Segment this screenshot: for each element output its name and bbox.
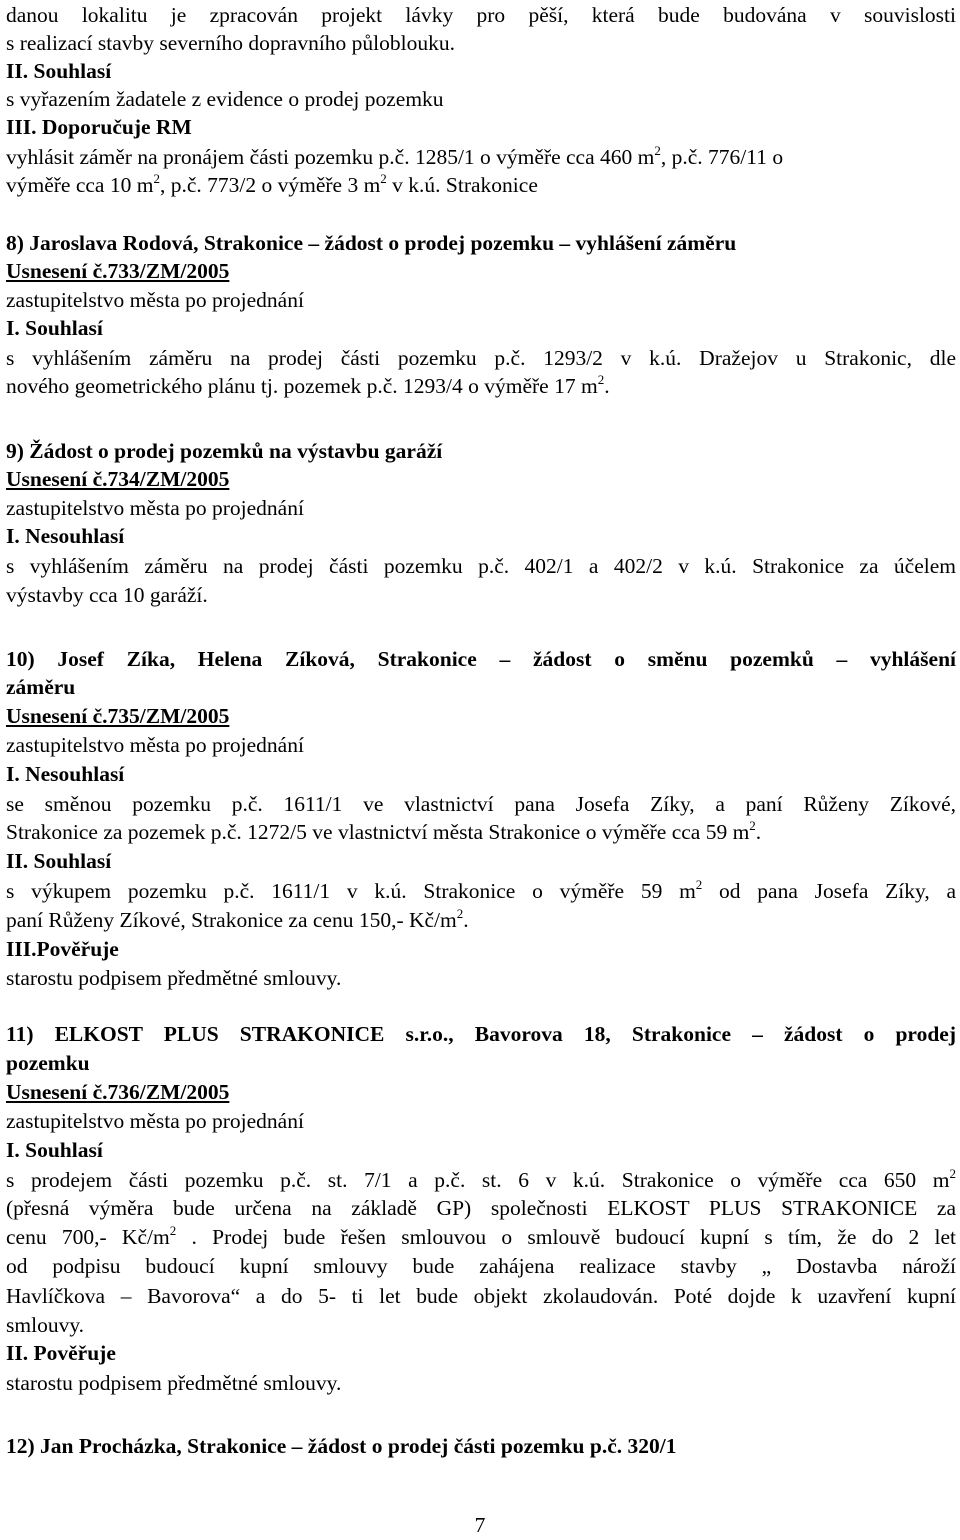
resolution-heading: II. Souhlasí — [6, 59, 112, 83]
page-number: 7 — [474, 1513, 486, 1537]
resolution-heading: III. Doporučuje RM — [6, 115, 192, 139]
text-line: výstavby cca 10 garáží. — [6, 583, 208, 607]
text-line: zastupitelstvo města po projednání — [6, 733, 304, 757]
text-line: smlouvy. — [6, 1313, 85, 1337]
text-line: od podpisu budoucí kupní smlouvy bude zahájena realizace stavby „ Dostavba nároží — [6, 1254, 956, 1278]
text-line: Strakonice za pozemek p.č. 1272/5 ve vlastnictví města Strakonice o výměře cca 59 $m^2$. — [6, 818, 762, 844]
resolution-heading: I. Nesouhlasí — [6, 524, 125, 548]
text-line: danou lokalitu je zpracován projekt lávky pro pěší, která bude budována v souvislosti — [6, 3, 956, 27]
text-line: Havlíčkova – Bavorova“ a do 5- ti let bude objekt zkolaudován. Poté dojde k uzavření kupní — [6, 1284, 956, 1308]
text-line: vyhlásit záměr na pronájem části pozemku p.č. 1285/1 o výměře cca 460 $m^2$, p.č. 776/11 o — [6, 143, 784, 169]
resolution-heading: I. Souhlasí — [6, 316, 103, 340]
section-title: 8) Jaroslava Rodová, Strakonice – žádost o prodej pozemku – vyhlášení záměru — [6, 231, 737, 255]
section-title: pozemku — [6, 1051, 90, 1075]
resolution-heading: I. Nesouhlasí — [6, 762, 125, 786]
text-line: s vyhlášením záměru na prodej části pozemku p.č. 402/1 a 402/2 v k.ú. Strakonice za účelem — [6, 554, 956, 578]
section-title: 12) Jan Procházka, Strakonice – žádost o prodej části pozemku p.č. 320/1 — [6, 1434, 677, 1458]
text-line: s realizací stavby severního dopravního půloblouku. — [6, 31, 456, 55]
resolution-heading: II. Souhlasí — [6, 849, 112, 873]
resolution-number: Usnesení č.736/ZM/2005 — [6, 1080, 230, 1104]
text-line: s vyhlášením záměru na prodej části pozemku p.č. 1293/2 v k.ú. Dražejov u Strakonic, dle — [6, 346, 956, 370]
section-title: záměru — [6, 675, 76, 699]
resolution-heading: III.Pověřuje — [6, 937, 119, 961]
text-line: (přesná výměra bude určena na základě GP) společnosti ELKOST PLUS STRAKONICE za — [6, 1196, 956, 1220]
text-line: starostu podpisem předmětné smlouvy. — [6, 966, 342, 990]
section-title: 10) Josef Zíka, Helena Zíková, Strakonice – žádost o směnu pozemků – vyhlášení — [6, 647, 956, 671]
text-line: paní Růženy Zíkové, Strakonice za cenu 150,- $Kč/m^2$. — [6, 906, 469, 932]
text-line: zastupitelstvo města po projednání — [6, 496, 304, 520]
text-line: s výkupem pozemku p.č. 1611/1 v k.ú. Strakonice o výměře 59 $m^2$ od pana Josefa Zíky, a — [6, 877, 956, 903]
resolution-number: Usnesení č.734/ZM/2005 — [6, 467, 230, 491]
text-line: cenu 700,- $Kč/m^2$ . Prodej bude řešen smlouvou o smlouvě budoucí kupní s tím, že do 2 let — [6, 1223, 956, 1249]
text-line: zastupitelstvo města po projednání — [6, 1109, 304, 1133]
text-line: s vyřazením žadatele z evidence o prodej pozemku — [6, 87, 444, 111]
text-line: s prodejem části pozemku p.č. st. 7/1 a p.č. st. 6 v k.ú. Strakonice o výměře cca 650 $m^2$ — [6, 1166, 956, 1192]
resolution-number: Usnesení č.733/ZM/2005 — [6, 259, 230, 283]
resolution-number: Usnesení č.735/ZM/2005 — [6, 704, 230, 728]
resolution-heading: I. Souhlasí — [6, 1138, 103, 1162]
text-line: se směnou pozemku p.č. 1611/1 ve vlastnictví pana Josefa Zíky, a paní Růženy Zíkové, — [6, 792, 956, 816]
text-line: zastupitelstvo města po projednání — [6, 288, 304, 312]
resolution-heading: II. Pověřuje — [6, 1341, 116, 1365]
section-title: 9) Žádost o prodej pozemků na výstavbu garáží — [6, 439, 443, 463]
text-line: výměře cca 10 $m^2$, p.č. 773/2 o výměře 3 $m^2$ v k.ú. Strakonice — [6, 171, 538, 197]
text-line: nového geometrického plánu tj. pozemek p.č. 1293/4 o výměře 17 $m^2$. — [6, 372, 610, 398]
section-title: 11) ELKOST PLUS STRAKONICE s.r.o., Bavorova 18, Strakonice – žádost o prodej — [6, 1022, 956, 1046]
text-line: starostu podpisem předmětné smlouvy. — [6, 1371, 342, 1395]
